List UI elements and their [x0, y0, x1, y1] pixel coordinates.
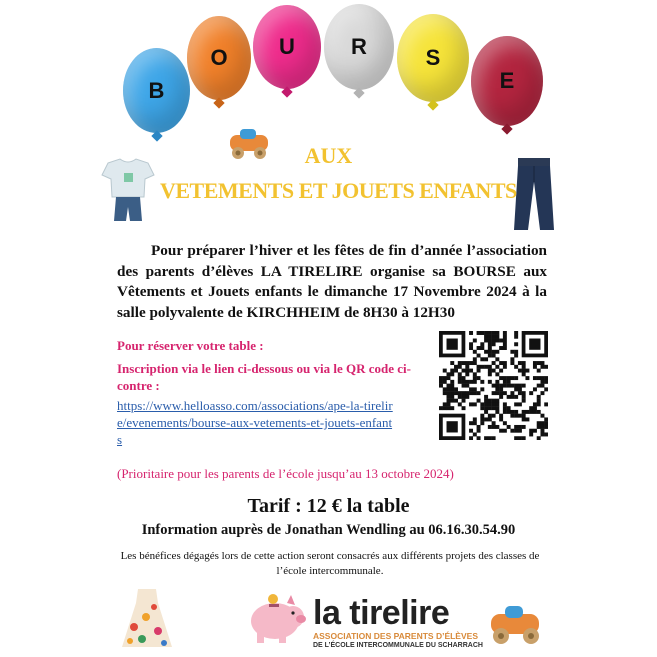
balloon-s: [397, 14, 469, 102]
intro-paragraph: [117, 241, 547, 323]
benefits-note: Les bénéfices dégagés lors de cette action seront consacrés aux différents projets des classes de l’école intercommunale.: [120, 550, 540, 577]
balloon-r: [324, 4, 394, 90]
balloon-letter: S: [425, 45, 441, 70]
piggy-bank-icon: [243, 591, 309, 651]
balloon-letter: E: [499, 68, 515, 93]
reservation-link[interactable]: https://www.helloasso.com/associations/ape-la-tirelire/evenements/bourse-aux-vetements-et-jouets-enfants: [117, 398, 393, 447]
contact-info: Information auprès de Jonathan Wendling au 06.16.30.54.90: [141, 522, 516, 538]
balloon-letter: O: [210, 45, 228, 70]
tarif: Tarif : 12 € la table: [247, 495, 410, 517]
toy-car-icon: [485, 600, 547, 646]
logo-subtitle-school: DE L’ÉCOLE INTERCOMMUNALE DU SCHARRACH: [313, 642, 483, 649]
page-title: VETEMENTS ET JOUETS ENFANTS: [160, 178, 517, 203]
balloon-letter: B: [148, 77, 165, 103]
title-aux: AUX: [304, 143, 353, 168]
balloon-o: [187, 16, 251, 100]
intro-text: Pour préparer l’hiver et les fêtes de fin d’année l’association des parents d’élèves LA TIRELIRE organise sa BOURSE aux Vêtements et Jouets enfants le dimanche 17 Novembre 2024 à la salle polyvalente de KIRCHHEIM de 8H30 à 12H30: [117, 242, 547, 321]
balloon-letter: U: [279, 34, 295, 59]
reservation-instructions: Inscription via le lien ci-dessous ou via le QR code ci-contre :: [117, 361, 411, 393]
balloon-e: [471, 36, 543, 126]
balloon-u: [253, 5, 321, 89]
balloon-b: [123, 48, 190, 133]
dress-icon: [118, 587, 176, 651]
reservation-title: Pour réserver votre table :: [117, 338, 264, 353]
logo-subtitle: ASSOCIATION DES PARENTS D’ÉLÈVES: [313, 631, 478, 641]
priority-note: (Prioritaire pour les parents de l’école jusqu’au 13 octobre 2024): [117, 466, 454, 481]
qr-code[interactable]: [439, 331, 548, 440]
logo-name: la tirelire: [313, 594, 450, 632]
balloon-letter: R: [351, 34, 367, 59]
